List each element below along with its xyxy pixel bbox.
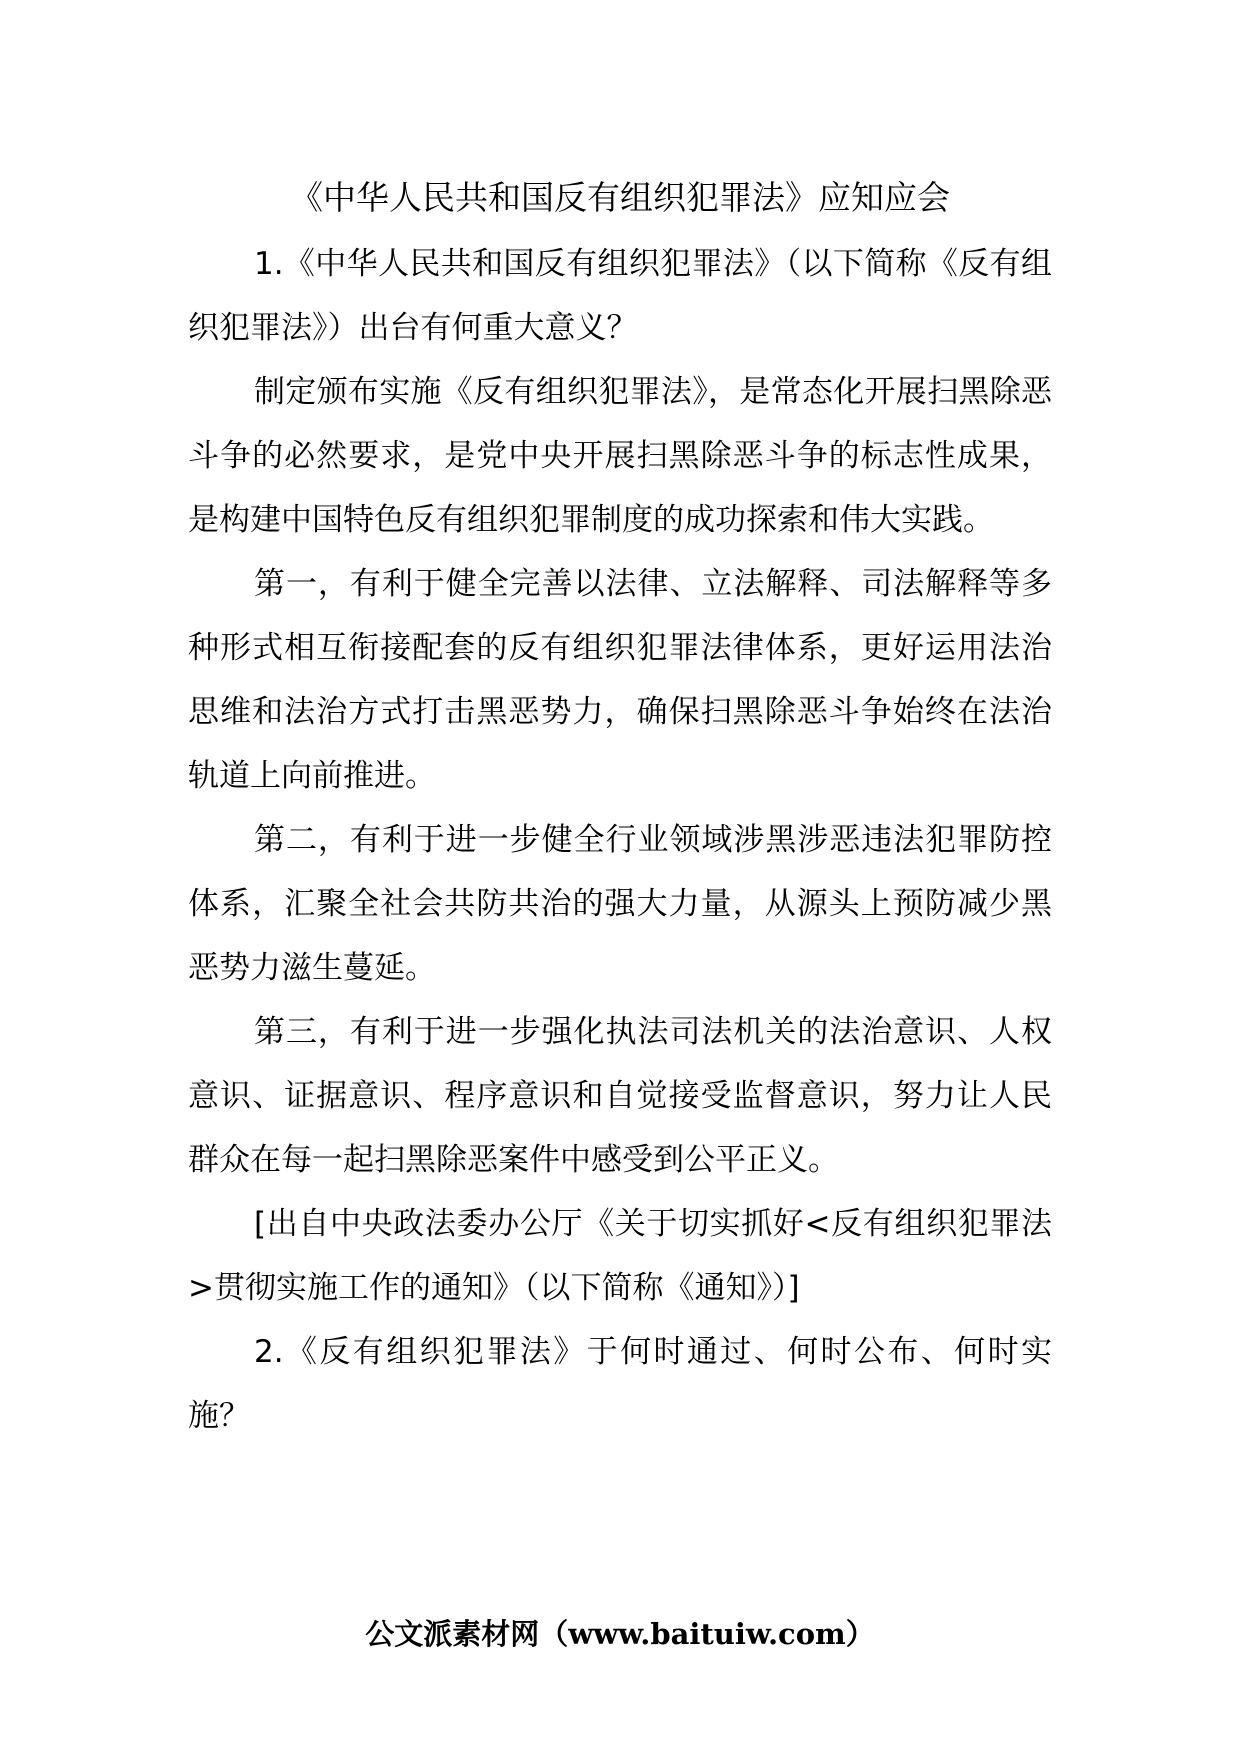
document-body	[188, 232, 1052, 1448]
source-citation: [出自中央政法委办公厅《关于切实抓好<反有组织犯罪法>贯彻实施工作的通知》（以下简称《通知》）]	[188, 1206, 1052, 1306]
document-title: 《中华人民共和国反有组织犯罪法》应知应会	[290, 178, 950, 217]
answer-paragraph-first: 第一，有利于健全完善以法律、立法解释、司法解释等多种形式相互衔接配套的反有组织犯罪法律体系，更好运用法治思维和法治方式打击黑恶势力，确保扫黑除恶斗争始终在法治轨道上向前推进。	[188, 566, 1052, 794]
answer-paragraph-intro: 制定颁布实施《反有组织犯罪法》，是常态化开展扫黑除恶斗争的必然要求，是党中央开展扫黑除恶斗争的标志性成果，是构建中国特色反有组织犯罪制度的成功探索和伟大实践。	[188, 374, 1052, 538]
question-2: 2.《反有组织犯罪法》于何时通过、何时公布、何时实施？	[188, 1334, 1052, 1434]
answer-paragraph-second: 第二，有利于进一步健全行业领域涉黑涉恶违法犯罪防控体系，汇聚全社会共防共治的强大力量，从源头上预防减少黑恶势力滋生蔓延。	[188, 822, 1052, 986]
question-1: 1.《中华人民共和国反有组织犯罪法》（以下简称《反有组织犯罪法》）出台有何重大意义？	[188, 246, 1052, 346]
answer-paragraph-third: 第三，有利于进一步强化执法司法机关的法治意识、人权意识、证据意识、程序意识和自觉接受监督意识，努力让人民群众在每一起扫黑除恶案件中感受到公平正义。	[188, 1014, 1052, 1178]
footer-watermark: 公文派素材网（www.baituiw.com）	[365, 1617, 875, 1651]
